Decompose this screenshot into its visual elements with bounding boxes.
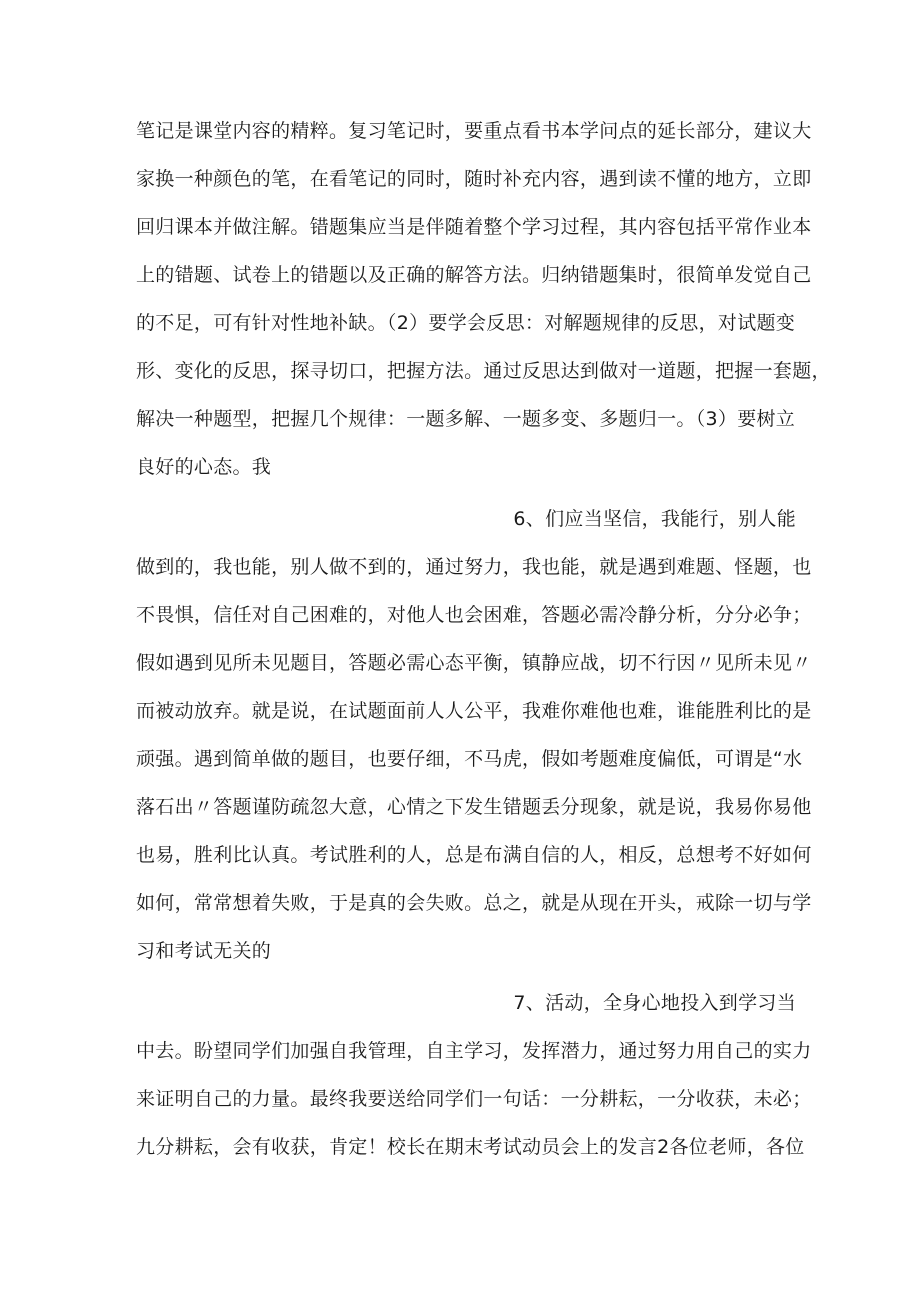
text-line: 回归课本并做注解。错题集应当是伴随着整个学习过程，其内容包括平常作业本 [136, 216, 812, 238]
text-line: 家换一种颜色的笔，在看笔记的同时，随时补充内容，遇到读不懂的地方，立即 [136, 168, 812, 190]
section-start-line: 7、活动，全身心地投入到学习当 [513, 992, 796, 1014]
text-line: 形、变化的反思，探寻切口，把握方法。通过反思达到做对一道题，把握一套题， [136, 360, 831, 382]
text-line: 的不足，可有针对性地补缺。（2）要学会反思：对解题规律的反思，对试题变 [136, 312, 796, 334]
section-start-line: 6、们应当坚信，我能行，别人能 [513, 508, 796, 530]
text-line: 良好的心态。我 [136, 456, 272, 478]
text-line: 也易，胜利比认真。考试胜利的人，总是布满自信的人，相反，总想考不好如何 [136, 844, 812, 866]
text-line: 解决一种题型，把握几个规律：一题多解、一题多变、多题归一。（3）要树立 [136, 408, 796, 430]
text-line: 而被动放弃。就是说，在试题面前人人公平，我难你难他也难，谁能胜利比的是 [136, 700, 812, 722]
text-line: 顽强。遇到简单做的题目，也要仔细，不马虎，假如考题难度偏低，可谓是“水 [136, 748, 803, 770]
text-line: 上的错题、试卷上的错题以及正确的解答方法。归纳错题集时，很简单发觉自己 [136, 264, 812, 286]
text-line: 做到的，我也能，别人做不到的，通过努力，我也能，就是遇到难题、怪题，也 [136, 556, 812, 578]
text-line: 不畏惧，信任对自己困难的，对他人也会困难，答题必需冷静分析，分分必争； [136, 604, 812, 626]
text-line: 假如遇到见所未见题目，答题必需心态平衡，镇静应战，切不行因〃见所未见〃 [136, 652, 812, 674]
text-line: 如何，常常想着失败，于是真的会失败。总之，就是从现在开头，戒除一切与学 [136, 892, 812, 914]
text-line: 笔记是课堂内容的精粹。复习笔记时，要重点看书本学问点的延长部分，建议大 [136, 120, 812, 142]
text-line: 来证明自己的力量。最终我要送给同学们一句话：一分耕耘，一分收获，未必； [136, 1088, 812, 1110]
text-line: 落石出〃答题谨防疏忽大意，心情之下发生错题丢分现象，就是说，我易你易他 [136, 796, 812, 818]
text-line: 习和考试无关的 [136, 940, 272, 962]
text-line: 九分耕耘，会有收获，肯定！校长在期末考试动员会上的发言2各位老师，各位 [136, 1136, 805, 1158]
text-line: 中去。盼望同学们加强自我管理，自主学习，发挥潜力，通过努力用自己的实力 [136, 1040, 812, 1062]
